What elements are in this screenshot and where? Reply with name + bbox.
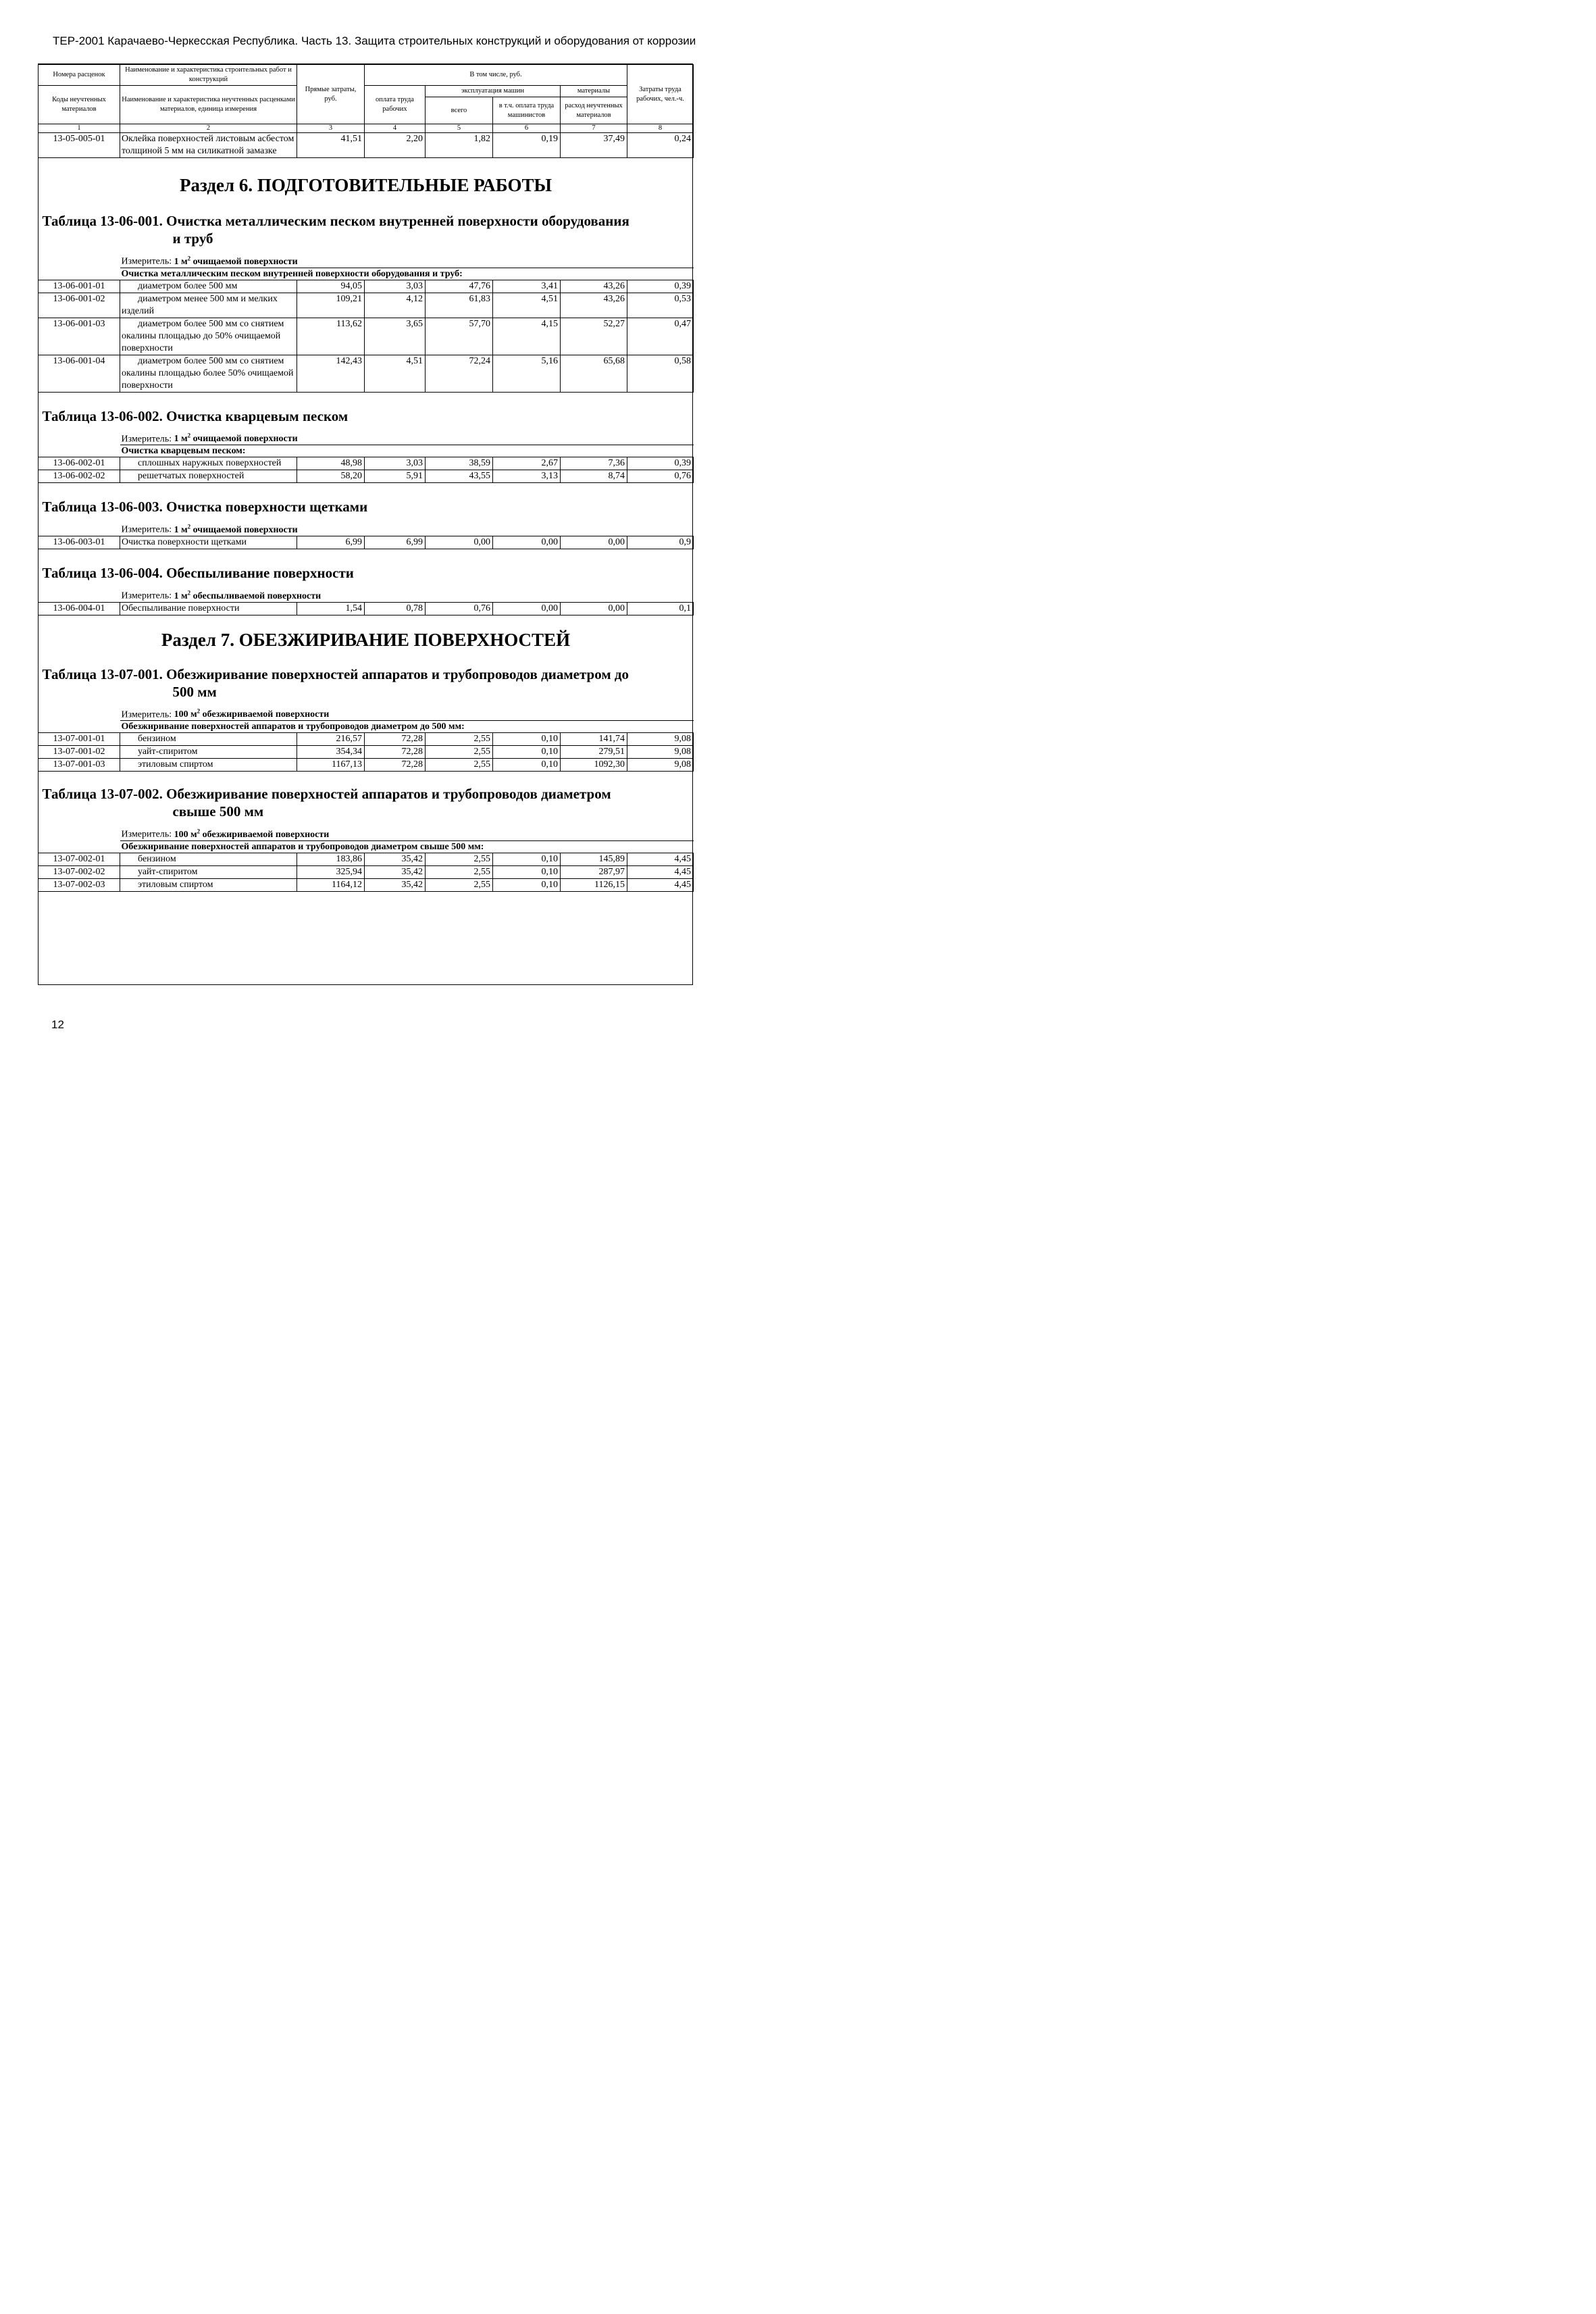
value-machinists-pay: 0,10: [493, 853, 561, 865]
value-machines-total: 1,82: [426, 133, 493, 158]
value-labor-pay: 4,51: [365, 355, 426, 392]
work-name: диаметром менее 500 мм и мелких изделий: [120, 293, 297, 318]
value-materials: 7,36: [561, 457, 627, 470]
value-labor-hours: 0,76: [627, 470, 694, 483]
value-materials: 287,97: [561, 865, 627, 878]
meter-value: 1 м: [174, 524, 188, 535]
value-materials: 65,68: [561, 355, 627, 392]
value-machinists-pay: 0,10: [493, 878, 561, 891]
work-name: Обеспыливание поверхности: [120, 602, 297, 615]
value-machines-total: 0,76: [426, 602, 493, 615]
document-title: ТЕР-2001 Карачаево-Черкесская Республика. Часть 13. Защита строительных конструкций и оборудования от коррозии: [53, 34, 696, 47]
value-direct-costs: 113,62: [297, 318, 365, 355]
table-row: [38, 536, 694, 549]
value-materials: 0,00: [561, 602, 627, 615]
work-name: Оклейка поверхностей листовым асбестом толщиной 5 мм на силикатной замазке: [120, 133, 297, 158]
value-machines-total: 2,55: [426, 746, 493, 759]
rate-code: 13-07-002-01: [38, 853, 120, 865]
meter-line: [38, 701, 694, 721]
work-name: бензином: [120, 853, 297, 865]
meter-line: [38, 582, 694, 602]
value-direct-costs: 1167,13: [297, 759, 365, 772]
section-title: Раздел 7. ОБЕЗЖИРИВАНИЕ ПОВЕРХНОСТЕЙ: [161, 629, 571, 650]
table-title: [38, 772, 694, 821]
meter-unit: очищаемой поверхности: [190, 256, 298, 267]
value-machines-total: 2,55: [426, 878, 493, 891]
value-labor-pay: 72,28: [365, 746, 426, 759]
rate-code: 13-06-001-04: [38, 355, 120, 392]
col2-header-top: Наименование и характеристика строительных работ и конструкций: [120, 65, 297, 86]
value-machines-total: 47,76: [426, 280, 493, 293]
value-machinists-pay: 4,51: [493, 293, 561, 318]
value-labor-pay: 0,78: [365, 602, 426, 615]
value-materials: 8,74: [561, 470, 627, 483]
table-title: Таблица 13-06-002. Очистка кварцевым песком: [42, 407, 349, 424]
col7-header: расход неучтенных материалов: [561, 97, 627, 124]
table-row: [38, 878, 694, 891]
col1-header-bottom: Коды неучтенных материалов: [38, 86, 120, 124]
meter-value: 100 м: [174, 709, 197, 720]
rate-code: 13-06-001-02: [38, 293, 120, 318]
rates-sheet: [38, 64, 693, 985]
table-row: [38, 853, 694, 865]
column-number: 6: [493, 124, 561, 133]
value-machinists-pay: 0,10: [493, 865, 561, 878]
value-labor-hours: 9,08: [627, 759, 694, 772]
table-row: [38, 133, 694, 158]
rate-code: 13-07-002-03: [38, 878, 120, 891]
value-machinists-pay: 0,00: [493, 536, 561, 549]
table-title-line: Таблица 13-07-001. Обезжиривание поверхностей аппаратов и трубопроводов диаметром до: [42, 665, 629, 682]
including-header: В том числе, руб.: [365, 65, 627, 86]
rate-code: 13-06-003-01: [38, 536, 120, 549]
column-number: 4: [365, 124, 426, 133]
meter-sup: 2: [187, 523, 191, 530]
value-labor-hours: 4,45: [627, 878, 694, 891]
meter-line: [38, 247, 694, 268]
work-name: диаметром более 500 мм со снятием окалины площадью до 50% очищаемой поверхности: [120, 318, 297, 355]
meter-sup: 2: [197, 828, 201, 835]
group-title: Обезжиривание поверхностей аппаратов и трубопроводов диаметром свыше 500 мм:: [120, 840, 694, 853]
section-title: Раздел 6. ПОДГОТОВИТЕЛЬНЫЕ РАБОТЫ: [180, 175, 552, 195]
value-labor-hours: 0,47: [627, 318, 694, 355]
table-title: [38, 663, 694, 701]
value-direct-costs: 325,94: [297, 865, 365, 878]
meter-line: [38, 425, 694, 445]
value-direct-costs: 48,98: [297, 457, 365, 470]
table-title: Таблица 13-06-004. Обеспыливание поверхности: [42, 564, 354, 581]
meter-label: Измеритель:: [121, 256, 174, 267]
value-labor-hours: 0,9: [627, 536, 694, 549]
value-machines-total: 2,55: [426, 733, 493, 746]
work-name: уайт-спиритом: [120, 865, 297, 878]
column-number: 2: [120, 124, 297, 133]
value-labor-pay: 35,42: [365, 865, 426, 878]
group-title: Обезжиривание поверхностей аппаратов и трубопроводов диаметром до 500 мм:: [120, 721, 694, 733]
value-materials: 279,51: [561, 746, 627, 759]
table-row: [38, 355, 694, 392]
value-labor-pay: 6,99: [365, 536, 426, 549]
value-direct-costs: 94,05: [297, 280, 365, 293]
rates-table: [38, 64, 694, 892]
value-materials: 141,74: [561, 733, 627, 746]
value-labor-pay: 3,03: [365, 280, 426, 293]
value-machinists-pay: 0,10: [493, 759, 561, 772]
col1-header-top: Номера расценок: [38, 65, 120, 86]
table-title-line: и труб: [172, 230, 213, 247]
meter-label: Измеритель:: [121, 524, 174, 535]
meter-label: Измеритель:: [121, 434, 174, 445]
meter-sup: 2: [197, 707, 201, 715]
value-materials: 43,26: [561, 293, 627, 318]
work-name: бензином: [120, 733, 297, 746]
meter-line: [38, 820, 694, 840]
meter-value: 1 м: [174, 256, 188, 267]
value-machinists-pay: 5,16: [493, 355, 561, 392]
meter-value: 1 м: [174, 434, 188, 445]
value-direct-costs: 216,57: [297, 733, 365, 746]
value-direct-costs: 354,34: [297, 746, 365, 759]
rate-code: 13-07-001-01: [38, 733, 120, 746]
col2-header-bottom: Наименование и характеристика неучтенных расценками материалов, единица измерения: [120, 86, 297, 124]
meter-unit: обеспыливаемой поверхности: [190, 590, 321, 601]
meter-unit: обезжириваемой поверхности: [200, 709, 330, 720]
table-title: [38, 208, 694, 247]
materials-header: материалы: [561, 86, 627, 97]
col5-header: всего: [426, 97, 493, 124]
work-name: Очистка поверхности щетками: [120, 536, 297, 549]
value-machinists-pay: 0,00: [493, 602, 561, 615]
meter-value: 100 м: [174, 829, 197, 840]
column-number: 1: [38, 124, 120, 133]
value-labor-pay: 72,28: [365, 759, 426, 772]
value-machinists-pay: 3,41: [493, 280, 561, 293]
table-row: [38, 865, 694, 878]
table-title-line: Таблица 13-07-002. Обезжиривание поверхностей аппаратов и трубопроводов диаметром: [42, 786, 611, 803]
value-machines-total: 38,59: [426, 457, 493, 470]
table-title-line: 500 мм: [172, 683, 217, 700]
rate-code: 13-05-005-01: [38, 133, 120, 158]
value-machines-total: 2,55: [426, 759, 493, 772]
value-direct-costs: 1164,12: [297, 878, 365, 891]
col4-header: оплата труда рабочих: [365, 86, 426, 124]
value-materials: 43,26: [561, 280, 627, 293]
rate-code: 13-06-002-02: [38, 470, 120, 483]
work-name: решетчатых поверхностей: [120, 470, 297, 483]
value-machinists-pay: 3,13: [493, 470, 561, 483]
value-machinists-pay: 0,10: [493, 746, 561, 759]
table-row: [38, 280, 694, 293]
meter-label: Измеритель:: [121, 829, 174, 840]
value-labor-pay: 35,42: [365, 878, 426, 891]
meter-sup: 2: [187, 588, 191, 596]
value-machinists-pay: 4,15: [493, 318, 561, 355]
value-labor-pay: 3,65: [365, 318, 426, 355]
value-direct-costs: 142,43: [297, 355, 365, 392]
work-name: этиловым спиртом: [120, 759, 297, 772]
rate-code: 13-07-002-02: [38, 865, 120, 878]
rate-code: 13-06-002-01: [38, 457, 120, 470]
value-labor-hours: 4,45: [627, 865, 694, 878]
value-direct-costs: 109,21: [297, 293, 365, 318]
column-numbers-row: [38, 124, 694, 133]
value-machines-total: 2,55: [426, 865, 493, 878]
rate-code: 13-07-001-02: [38, 746, 120, 759]
value-labor-hours: 4,45: [627, 853, 694, 865]
rate-code: 13-06-004-01: [38, 602, 120, 615]
table-row: [38, 293, 694, 318]
column-number: 5: [426, 124, 493, 133]
rate-code: 13-06-001-03: [38, 318, 120, 355]
value-machines-total: 61,83: [426, 293, 493, 318]
meter-unit: обезжириваемой поверхности: [200, 829, 330, 840]
work-name: диаметром более 500 мм: [120, 280, 297, 293]
value-materials: 52,27: [561, 318, 627, 355]
value-labor-pay: 4,12: [365, 293, 426, 318]
page-number: 12: [51, 1018, 64, 1031]
value-materials: 1092,30: [561, 759, 627, 772]
value-direct-costs: 58,20: [297, 470, 365, 483]
value-labor-pay: 5,91: [365, 470, 426, 483]
value-materials: 37,49: [561, 133, 627, 158]
column-number: 7: [561, 124, 627, 133]
value-machines-total: 57,70: [426, 318, 493, 355]
value-machinists-pay: 2,67: [493, 457, 561, 470]
value-labor-pay: 72,28: [365, 733, 426, 746]
value-machinists-pay: 0,19: [493, 133, 561, 158]
meter-label: Измеритель:: [121, 709, 174, 720]
col8-header: Затраты труда рабочих, чел.-ч.: [627, 65, 694, 124]
table-row: [38, 759, 694, 772]
meter-label: Измеритель:: [121, 590, 174, 601]
value-machines-total: 2,55: [426, 853, 493, 865]
value-materials: 1126,15: [561, 878, 627, 891]
table-row: [38, 470, 694, 483]
work-name: диаметром более 500 мм со снятием окалины площадью более 50% очищаемой поверхности: [120, 355, 297, 392]
value-direct-costs: 183,86: [297, 853, 365, 865]
machines-header: эксплуатация машин: [426, 86, 561, 97]
table-row: [38, 746, 694, 759]
work-name: сплошных наружных поверхностей: [120, 457, 297, 470]
value-machines-total: 72,24: [426, 355, 493, 392]
meter-unit: очищаемой поверхности: [190, 524, 298, 535]
table-row: [38, 602, 694, 615]
value-labor-hours: 0,24: [627, 133, 694, 158]
value-labor-hours: 0,58: [627, 355, 694, 392]
work-name: уайт-спиритом: [120, 746, 297, 759]
table-title-line: Таблица 13-06-001. Очистка металлическим песком внутренней поверхности оборудования: [42, 213, 629, 229]
value-direct-costs: 6,99: [297, 536, 365, 549]
group-title: Очистка кварцевым песком:: [120, 445, 694, 457]
rate-code: 13-07-001-03: [38, 759, 120, 772]
value-labor-pay: 3,03: [365, 457, 426, 470]
value-materials: 145,89: [561, 853, 627, 865]
value-materials: 0,00: [561, 536, 627, 549]
meter-sup: 2: [187, 432, 191, 439]
table-row: [38, 318, 694, 355]
work-name: этиловым спиртом: [120, 878, 297, 891]
value-labor-hours: 0,53: [627, 293, 694, 318]
value-direct-costs: 41,51: [297, 133, 365, 158]
value-labor-hours: 0,39: [627, 457, 694, 470]
value-labor-hours: 9,08: [627, 733, 694, 746]
table-row: [38, 733, 694, 746]
value-labor-pay: 35,42: [365, 853, 426, 865]
value-labor-hours: 9,08: [627, 746, 694, 759]
table-row: [38, 457, 694, 470]
value-labor-pay: 2,20: [365, 133, 426, 158]
column-number: 3: [297, 124, 365, 133]
group-title: Очистка металлическим песком внутренней поверхности оборудования и труб:: [120, 268, 694, 280]
meter-line: [38, 515, 694, 536]
value-labor-hours: 0,39: [627, 280, 694, 293]
value-labor-hours: 0,1: [627, 602, 694, 615]
table-title: Таблица 13-06-003. Очистка поверхности щетками: [42, 499, 368, 515]
column-number: 8: [627, 124, 694, 133]
col3-header: Прямые затраты, руб.: [297, 65, 365, 124]
meter-unit: очищаемой поверхности: [190, 434, 298, 445]
table-title-line: свыше 500 мм: [172, 803, 264, 820]
value-direct-costs: 1,54: [297, 602, 365, 615]
value-machines-total: 43,55: [426, 470, 493, 483]
value-machines-total: 0,00: [426, 536, 493, 549]
rate-code: 13-06-001-01: [38, 280, 120, 293]
col6-header: в т.ч. оплата труда машинистов: [493, 97, 561, 124]
value-machinists-pay: 0,10: [493, 733, 561, 746]
meter-sup: 2: [187, 255, 191, 261]
meter-value: 1 м: [174, 590, 188, 601]
